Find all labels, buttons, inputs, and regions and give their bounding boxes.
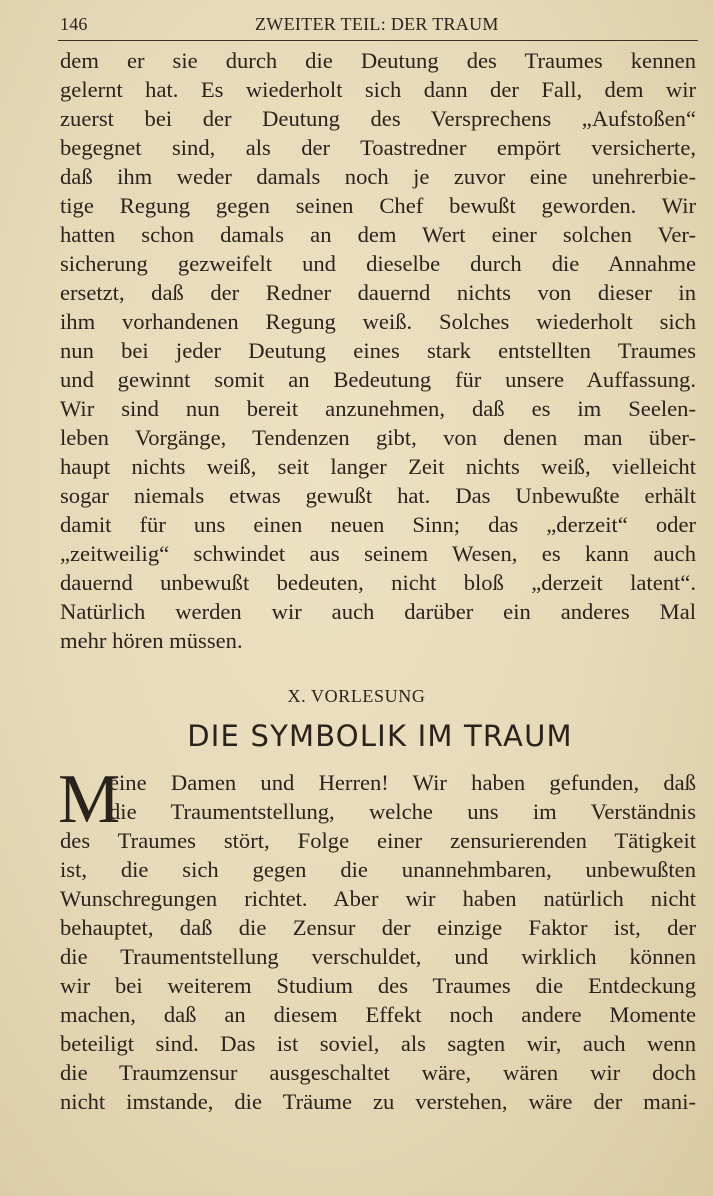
text-line: Wunschregungen richtet. Aber wir haben natürlich nicht — [60, 886, 696, 911]
text-line: behauptet, daß die Zensur der einzige Faktor ist, der — [60, 915, 696, 940]
header-rule — [58, 40, 698, 41]
text-line: dem er sie durch die Deutung des Traumes kennen — [60, 48, 696, 73]
text-line: beteiligt sind. Das ist soviel, als sagten wir, auch wenn — [60, 1031, 696, 1056]
text-line: nun bei jeder Deutung eines stark entstellten Traumes — [60, 338, 696, 363]
chapter-title: DIE SYMBOLIK IM TRAUM — [187, 719, 573, 753]
text-line: sicherung gezweifelt und dieselbe durch die Annahme — [60, 251, 696, 276]
text-line: mehr hören müssen. — [60, 628, 243, 653]
paragraph-opening — [58, 761, 696, 1116]
text-line: zuerst bei der Deutung des Versprechens „Aufstoßen“ — [60, 106, 696, 131]
running-title: ZWEITER TEIL: DER TRAUM — [255, 14, 499, 34]
text-line: die Traumentstellung, welche uns im Verständnis — [109, 799, 696, 824]
drop-cap: M — [58, 761, 121, 838]
text-line: ersetzt, daß der Redner dauernd nichts von dieser in — [60, 280, 696, 305]
text-line: die Traumentstellung verschuldet, und wirklich können — [60, 944, 696, 969]
text-line: hatten schon damals an dem Wert einer solchen Ver- — [60, 222, 696, 247]
text-line: ist, die sich gegen die unannehmbaren, unbewußten — [60, 857, 696, 882]
text-line: sogar niemals etwas gewußt hat. Das Unbewußte erhält — [60, 483, 696, 508]
text-line: machen, daß an diesem Effekt noch andere Momente — [60, 1002, 696, 1027]
page-number: 146 — [60, 14, 88, 34]
text-line: Natürlich werden wir auch darüber ein anderes Mal — [60, 599, 696, 624]
text-line: Wir sind nun bereit anzunehmen, daß es im Seelen- — [60, 396, 696, 421]
text-line: tige Regung gegen seinen Chef bewußt geworden. Wir — [60, 193, 696, 218]
text-line: begegnet sind, als der Toastredner empört versicherte, — [60, 135, 696, 160]
text-line: dauernd unbewußt bedeuten, nicht bloß „derzeit latent“. — [60, 570, 696, 595]
text-line: haupt nichts weiß, seit langer Zeit nichts weiß, vielleicht — [60, 454, 696, 479]
text-line: daß ihm weder damals noch je zuvor eine unehrerbie- — [60, 164, 696, 189]
text-line: die Traumzensur ausgeschaltet wäre, wären wir doch — [60, 1060, 696, 1085]
text-line: wir bei weiterem Studium des Traumes die Entdeckung — [60, 973, 696, 998]
lecture-label: X. VORLESUNG — [287, 686, 426, 706]
running-header — [60, 14, 696, 38]
text-line: leben Vorgänge, Tendenzen gibt, von denen man über- — [60, 425, 696, 450]
text-line: eine Damen und Herren! Wir haben gefunden, daß — [109, 770, 696, 795]
paragraph-continuation — [60, 46, 696, 655]
text-line: „zeitweilig“ schwindet aus seinem Wesen, es kann auch — [60, 541, 696, 566]
text-line: nicht imstande, die Träume zu verstehen, wäre der mani- — [60, 1089, 696, 1114]
text-line: des Traumes stört, Folge einer zensurierenden Tätigkeit — [60, 828, 696, 853]
text-line: damit für uns einen neuen Sinn; das „derzeit“ oder — [60, 512, 696, 537]
text-line: ihm vorhandenen Regung weiß. Solches wiederholt sich — [60, 309, 696, 334]
text-line: gelernt hat. Es wiederholt sich dann der Fall, dem wir — [60, 77, 696, 102]
text-line: und gewinnt somit an Bedeutung für unsere Auffassung. — [60, 367, 696, 392]
